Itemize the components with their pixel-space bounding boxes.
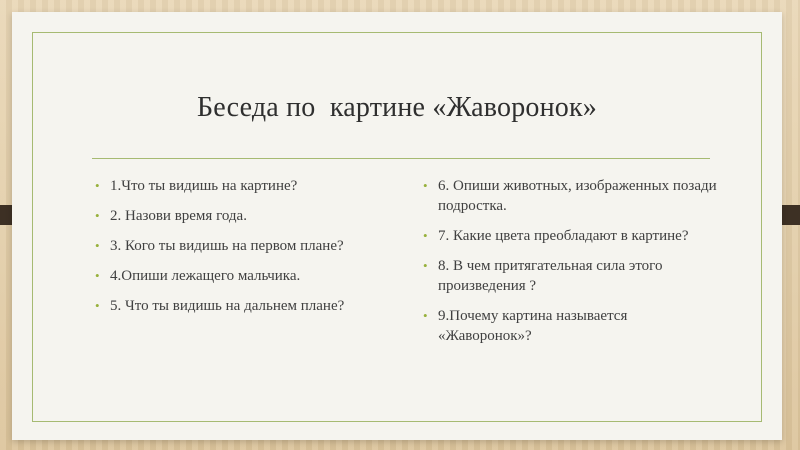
right-question-list [420, 176, 720, 356]
list-item [92, 176, 392, 196]
left-question-list [92, 176, 392, 326]
list-item [92, 206, 392, 226]
list-item-text: 4.Опиши лежащего мальчика. [110, 268, 301, 284]
bullet-icon: • [95, 298, 100, 313]
slide [12, 12, 782, 440]
list-item [420, 226, 720, 246]
list-item [92, 266, 392, 286]
bullet-icon: • [423, 178, 428, 193]
list-item [420, 306, 720, 346]
bullet-icon: • [423, 228, 428, 243]
list-item [92, 236, 392, 256]
list-item [92, 296, 392, 316]
bullet-icon: • [95, 238, 100, 253]
list-item-text: 3. Кого ты видишь на первом плане? [110, 238, 344, 254]
bullet-icon: • [95, 208, 100, 223]
bullet-icon: • [95, 268, 100, 283]
list-item-text: 6. Опиши животных, изображенных позади подростка. [438, 178, 717, 214]
list-item [420, 256, 720, 296]
list-item-text: 8. В чем притягательная сила этого произведения ? [438, 258, 663, 294]
list-item-text: 7. Какие цвета преобладают в картине? [438, 228, 689, 244]
slide-title: Беседа по картине «Жаворонок» [197, 92, 597, 123]
bullet-icon: • [423, 258, 428, 273]
bullet-icon: • [95, 178, 100, 193]
list-item-text: 2. Назови время года. [110, 208, 247, 224]
title-divider [92, 158, 710, 159]
bullet-icon: • [423, 308, 428, 323]
list-item-text: 1.Что ты видишь на картине? [110, 178, 298, 194]
list-item-text: 5. Что ты видишь на дальнем плане? [110, 298, 345, 314]
list-item-text: 9.Почему картина называется «Жаворонок»? [438, 308, 628, 344]
list-item [420, 176, 720, 216]
